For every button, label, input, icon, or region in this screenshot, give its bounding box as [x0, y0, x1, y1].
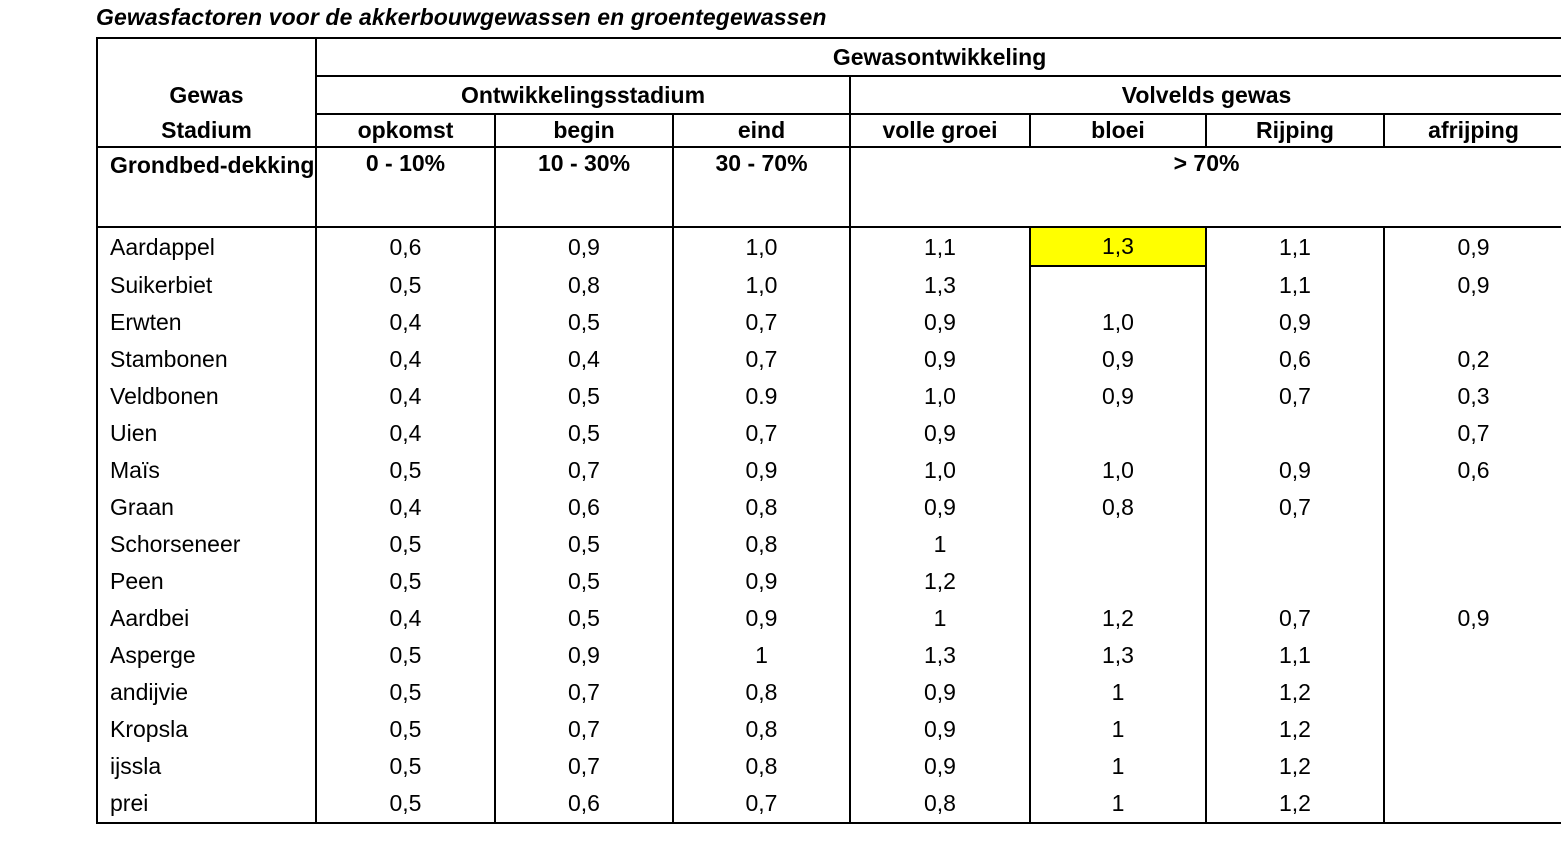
value-cell-rijping: 0,6	[1206, 341, 1384, 378]
value-cell-begin: 0,9	[495, 637, 673, 674]
value-cell-opkomst: 0,5	[316, 563, 495, 600]
value-cell-volle-groei: 0,9	[850, 489, 1030, 526]
value-cell-bloei: 1,3	[1030, 227, 1206, 266]
table-body	[97, 227, 1561, 823]
value-cell-eind: 0,7	[673, 415, 850, 452]
value-cell-afrijping: 0,9	[1457, 233, 1490, 260]
value-cell-afrijping: 0,2	[1457, 346, 1490, 372]
value-cell-volle-groei: 1,3	[850, 266, 1030, 304]
value-cell-begin: 0,9	[495, 227, 673, 266]
value-cell-begin: 0,6	[495, 489, 673, 526]
value-cell-bloei: 0,9	[1030, 341, 1206, 378]
crop-name-cell: Schorseneer	[97, 526, 316, 563]
table-row	[97, 785, 1561, 823]
table-row	[97, 227, 1561, 266]
value-cell-volle-groei: 0,9	[850, 304, 1030, 341]
value-cell-afrijping	[1384, 563, 1561, 600]
value-cell-bloei	[1030, 415, 1206, 452]
value-cell-rijping: 0,9	[1206, 304, 1384, 341]
value-cell-opkomst: 0,5	[316, 674, 495, 711]
value-cell-afrijping	[1384, 489, 1561, 526]
col-header-opkomst: opkomst	[316, 114, 495, 147]
value-cell-rijping	[1206, 563, 1384, 600]
value-cell-bloei	[1030, 563, 1206, 600]
value-cell-rijping: 1,2	[1206, 674, 1384, 711]
table-row	[97, 637, 1561, 674]
crop-name-cell: andijvie	[97, 674, 316, 711]
value-cell-eind: 0,7	[673, 304, 850, 341]
table-row	[97, 415, 1561, 452]
cover-value-opkomst: 0 - 10%	[316, 147, 495, 227]
value-cell-opkomst: 0,6	[316, 227, 495, 266]
value-cell-afrijping: 0,9	[1457, 271, 1490, 298]
value-cell-volle-groei: 0,9	[850, 415, 1030, 452]
value-cell-afrijping	[1384, 748, 1561, 785]
value-cell-afrijping: 0,3	[1457, 383, 1490, 409]
value-cell-begin: 0,5	[495, 415, 673, 452]
value-cell-bloei	[1030, 266, 1206, 304]
table-row	[97, 748, 1561, 785]
table-row	[97, 674, 1561, 711]
value-cell-opkomst: 0,4	[316, 489, 495, 526]
value-cell-begin: 0,4	[495, 341, 673, 378]
value-cell-rijping: 1,1	[1206, 227, 1384, 266]
value-cell-rijping: 1,2	[1206, 785, 1384, 823]
value-cell-volle-groei: 1,0	[850, 378, 1030, 415]
crop-name-cell: Kropsla	[97, 711, 316, 748]
table-title: Gewasfactoren voor de akkerbouwgewassen en groentegewassen	[96, 4, 827, 30]
value-cell-rijping	[1206, 415, 1384, 452]
value-cell-begin: 0,7	[495, 452, 673, 489]
value-cell-eind: 0,8	[673, 748, 850, 785]
value-cell-afrijping	[1384, 637, 1561, 674]
value-cell-volle-groei: 0,9	[850, 711, 1030, 748]
table-row	[97, 452, 1561, 489]
value-cell-afrijping	[1384, 711, 1561, 748]
crop-name-cell: Graan	[97, 489, 316, 526]
value-cell-eind: 0,8	[673, 711, 850, 748]
cover-label: Grondbed-dekking	[97, 147, 316, 227]
value-cell-bloei: 1	[1030, 748, 1206, 785]
value-cell-begin: 0,8	[495, 266, 673, 304]
col-header-begin: begin	[495, 114, 673, 147]
table-row	[97, 341, 1561, 378]
value-cell-eind: 1,0	[673, 227, 850, 266]
value-cell-eind: 0,7	[673, 341, 850, 378]
header-ontwikkelingsstadium: Ontwikkelingsstadium	[316, 76, 850, 114]
value-cell-afrijping: 0,9	[1457, 605, 1490, 631]
cover-value-volveld: > 70%	[850, 147, 1561, 227]
table-row	[97, 266, 1561, 304]
crop-name-cell: Maïs	[97, 452, 316, 489]
value-cell-opkomst: 0,5	[316, 711, 495, 748]
value-cell-rijping: 1,2	[1206, 748, 1384, 785]
value-cell-opkomst: 0,5	[316, 526, 495, 563]
value-cell-begin: 0,7	[495, 711, 673, 748]
value-cell-bloei: 1	[1030, 674, 1206, 711]
value-cell-eind: 0,8	[673, 489, 850, 526]
value-cell-volle-groei: 1	[850, 526, 1030, 563]
crop-name-cell: Suikerbiet	[97, 266, 316, 304]
value-cell-opkomst: 0,5	[316, 452, 495, 489]
value-cell-volle-groei: 1,2	[850, 563, 1030, 600]
value-cell-afrijping: 0,6	[1457, 457, 1490, 483]
table-row	[97, 711, 1561, 748]
col-header-bloei: bloei	[1030, 114, 1206, 147]
value-cell-eind: 0,9	[673, 600, 850, 637]
value-cell-afrijping	[1384, 526, 1561, 563]
value-cell-bloei	[1030, 526, 1206, 563]
value-cell-volle-groei: 0,9	[850, 341, 1030, 378]
table-row	[97, 304, 1561, 341]
crop-name-cell: Aardbei	[97, 600, 316, 637]
value-cell-bloei: 0,8	[1030, 489, 1206, 526]
header-blank-cell	[97, 38, 316, 76]
value-cell-rijping: 1,2	[1206, 711, 1384, 748]
value-cell-afrijping	[1384, 304, 1561, 341]
value-cell-volle-groei: 0,9	[850, 674, 1030, 711]
cover-value-eind: 30 - 70%	[673, 147, 850, 227]
header-gewasontwikkeling: Gewasontwikkeling	[316, 38, 1561, 76]
table-row	[97, 600, 1561, 637]
value-cell-rijping: 0,7	[1206, 600, 1384, 637]
header-volvelds-gewas: Volvelds gewas	[850, 76, 1561, 114]
value-cell-eind: 0,9	[673, 452, 850, 489]
value-cell-bloei: 1	[1030, 785, 1206, 823]
crop-name-cell: Asperge	[97, 637, 316, 674]
crop-name-cell: Uien	[97, 415, 316, 452]
crop-name-cell: prei	[97, 785, 316, 823]
value-cell-opkomst: 0,5	[316, 266, 495, 304]
value-cell-rijping: 0,7	[1206, 378, 1384, 415]
value-cell-volle-groei: 1,3	[850, 637, 1030, 674]
value-cell-volle-groei: 1	[850, 600, 1030, 637]
value-cell-volle-groei: 1,1	[850, 227, 1030, 266]
crop-name-cell: Aardappel	[97, 227, 316, 266]
value-cell-bloei: 0,9	[1030, 378, 1206, 415]
crop-name-cell: Veldbonen	[97, 378, 316, 415]
value-cell-opkomst: 0,4	[316, 304, 495, 341]
value-cell-rijping: 1,1	[1206, 637, 1384, 674]
value-cell-opkomst: 0,4	[316, 600, 495, 637]
table-row	[97, 563, 1561, 600]
value-cell-bloei: 1,0	[1030, 452, 1206, 489]
value-cell-begin: 0,5	[495, 378, 673, 415]
value-cell-rijping: 0,9	[1206, 452, 1384, 489]
value-cell-eind: 1,0	[673, 266, 850, 304]
value-cell-begin: 0,5	[495, 600, 673, 637]
crop-name-cell: Erwten	[97, 304, 316, 341]
value-cell-opkomst: 0,4	[316, 415, 495, 452]
value-cell-volle-groei: 0,9	[850, 748, 1030, 785]
value-cell-begin: 0,7	[495, 674, 673, 711]
table-row	[97, 489, 1561, 526]
value-cell-begin: 0,6	[495, 785, 673, 823]
value-cell-opkomst: 0,5	[316, 637, 495, 674]
cover-value-begin: 10 - 30%	[495, 147, 673, 227]
table-row	[97, 526, 1561, 563]
value-cell-bloei: 1,2	[1030, 600, 1206, 637]
col-header-volle-groei: volle groei	[850, 114, 1030, 147]
value-cell-bloei: 1	[1030, 711, 1206, 748]
value-cell-begin: 0,5	[495, 526, 673, 563]
crop-name-cell: ijssla	[97, 748, 316, 785]
header-stadium: Stadium	[97, 114, 316, 147]
crop-name-cell: Peen	[97, 563, 316, 600]
value-cell-volle-groei: 0,8	[850, 785, 1030, 823]
value-cell-rijping	[1206, 526, 1384, 563]
value-cell-opkomst: 0,5	[316, 785, 495, 823]
value-cell-eind: 0,8	[673, 526, 850, 563]
value-cell-eind: 0,7	[673, 785, 850, 823]
value-cell-afrijping	[1384, 785, 1561, 823]
value-cell-rijping: 0,7	[1206, 489, 1384, 526]
crop-name-cell: Stambonen	[97, 341, 316, 378]
value-cell-eind: 0.9	[673, 378, 850, 415]
col-header-afrijping: afrijping	[1384, 114, 1561, 147]
value-cell-opkomst: 0,4	[316, 378, 495, 415]
value-cell-afrijping	[1384, 674, 1561, 711]
table-row	[97, 378, 1561, 415]
value-cell-begin: 0,5	[495, 304, 673, 341]
header-gewas: Gewas	[97, 76, 316, 114]
value-cell-eind: 1	[673, 637, 850, 674]
value-cell-opkomst: 0,4	[316, 341, 495, 378]
value-cell-eind: 0,8	[673, 674, 850, 711]
value-cell-begin: 0,5	[495, 563, 673, 600]
value-cell-bloei: 1,0	[1030, 304, 1206, 341]
value-cell-opkomst: 0,5	[316, 748, 495, 785]
col-header-rijping: Rijping	[1206, 114, 1384, 147]
value-cell-afrijping: 0,7	[1457, 420, 1490, 446]
value-cell-begin: 0,7	[495, 748, 673, 785]
value-cell-bloei: 1,3	[1030, 637, 1206, 674]
value-cell-eind: 0,9	[673, 563, 850, 600]
value-cell-rijping: 1,1	[1206, 266, 1384, 304]
col-header-eind: eind	[673, 114, 850, 147]
value-cell-volle-groei: 1,0	[850, 452, 1030, 489]
crop-factor-table	[96, 37, 1561, 824]
